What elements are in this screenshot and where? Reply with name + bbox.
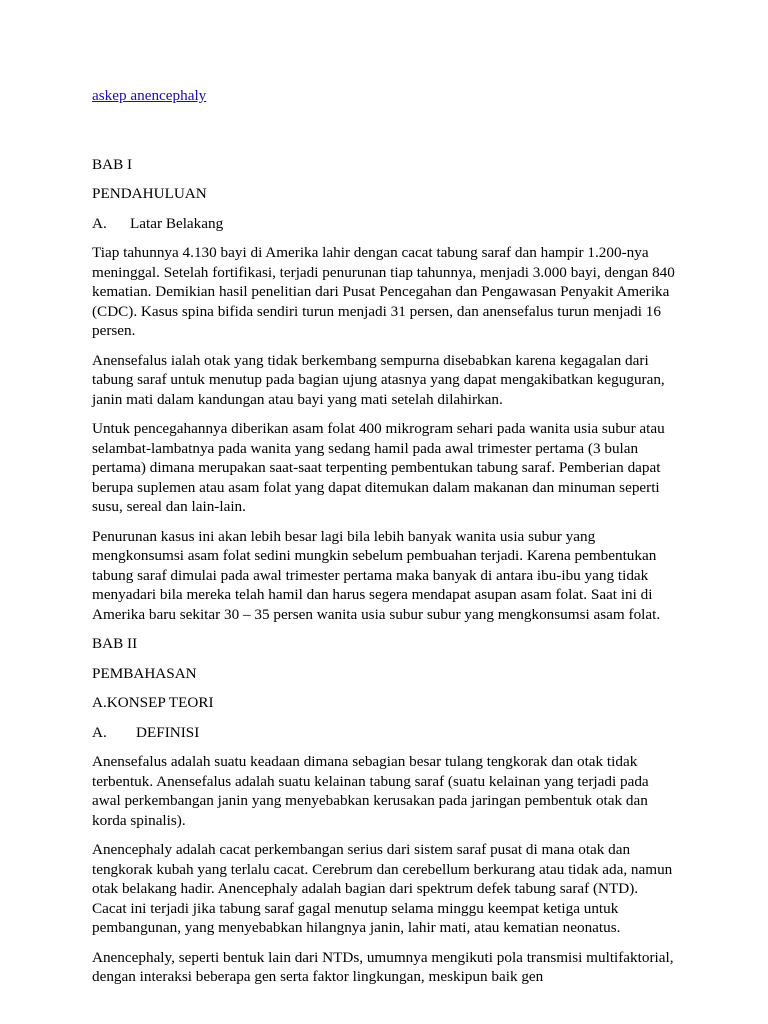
bab2-title: PEMBAHASAN xyxy=(92,664,197,682)
paragraph: Tiap tahunnya 4.130 bayi di Amerika lahir dengan cacat tabung saraf dan hampir 1.200-nya meninggal. Setelah fortifikasi, terjadi penurunan tiap tahunnya, menjadi 3.000 bayi, dengan 840 kematian. Demikian hasil penelitian dari Pusat Pencegahan dan Pengawasan Penyakit Amerika (CDC). Kasus spina bifida sendiri turun menjadi 31 persen, dan anensefalus turun menjadi 16 persen. xyxy=(92,244,675,339)
spacer xyxy=(92,116,676,155)
bab2-heading: BAB II xyxy=(92,635,138,652)
paragraph: Anensefalus adalah suatu keadaan dimana sebagian besar tulang tengkorak dan otak tidak terbentuk. Anensefalus adalah suatu kelainan tabung saraf (suatu kelainan yang terjadi pada awal perkembangan janin yang menyebabkan kerusakan pada jaringan pembentuk otak dan korda spinalis). xyxy=(92,753,649,829)
bab2-subtitle: A.KONSEP TEORI xyxy=(92,694,214,711)
bab1-heading: BAB I xyxy=(92,155,133,173)
section-marker: A. xyxy=(92,723,107,741)
bab1-section-a-heading xyxy=(92,214,676,234)
paragraph: Anencephaly, seperti bentuk lain dari NTDs, umumnya mengikuti pola transmisi multifaktorial, dengan interaksi beberapa gen serta faktor lingkungan, meskipun baik gen xyxy=(92,948,674,985)
paragraph: Penurunan kasus ini akan lebih besar lagi bila lebih banyak wanita usia subur yang mengkonsumsi asam folat sedini mungkin sebelum pembuahan terjadi. Karena pembentukan tabung saraf dimulai pada awal trimester pertama maka banyak di antara ibu-ibu yang tidak menyadari bila mereka telah hamil dan harus segera mendapat asupan asam folat. Saat ini di Amerika baru sekitar 30 – 35 persen wanita usia subur subur yang mengkonsumsi asam folat. xyxy=(92,527,661,623)
section-title: DEFINISI xyxy=(136,723,200,741)
askep-anencephaly-link[interactable]: askep anencephaly xyxy=(92,87,207,104)
bab2-section-a-heading xyxy=(92,723,676,743)
section-title: Latar Belakang xyxy=(130,214,224,232)
bab1-title: PENDAHULUAN xyxy=(92,185,207,202)
paragraph: Anencephaly adalah cacat perkembangan serius dari sistem saraf pusat di mana otak dan tengkorak kubah yang terlalu cacat. Cerebrum dan cerebellum berkurang atau tidak ada, namun otak belakang hadir. Anencephaly adalah bagian dari spektrum defek tabung saraf (NTD). Cacat ini terjadi jika tabung saraf gagal menutup selama minggu keempat ketiga untuk pembangunan, yang menyebabkan hilangnya janin, lahir mati, atau kematian neonatus. xyxy=(92,841,673,936)
document-link-line xyxy=(92,86,676,106)
section-marker: A. xyxy=(92,214,107,232)
paragraph: Untuk pencegahannya diberikan asam folat 400 mikrogram sehari pada wanita usia subur atau selambat-lambatnya pada wanita yang sedang hamil pada awal trimester pertama (3 bulan pertama) dimana merupakan saat-saat terpenting pembentukan tabung saraf. Pemberian dapat berupa suplemen atau asam folat yang dapat ditemukan dalam makanan dan minuman seperti susu, sereal dan lain-lain. xyxy=(92,420,665,515)
paragraph: Anensefalus ialah otak yang tidak berkembang sempurna disebabkan karena kegagalan dari tabung saraf untuk menutup pada bagian ujung atasnya yang dapat mengakibatkan keguguran, janin mati dalam kandungan atau bayi yang mati setelah dilahirkan. xyxy=(92,351,665,408)
